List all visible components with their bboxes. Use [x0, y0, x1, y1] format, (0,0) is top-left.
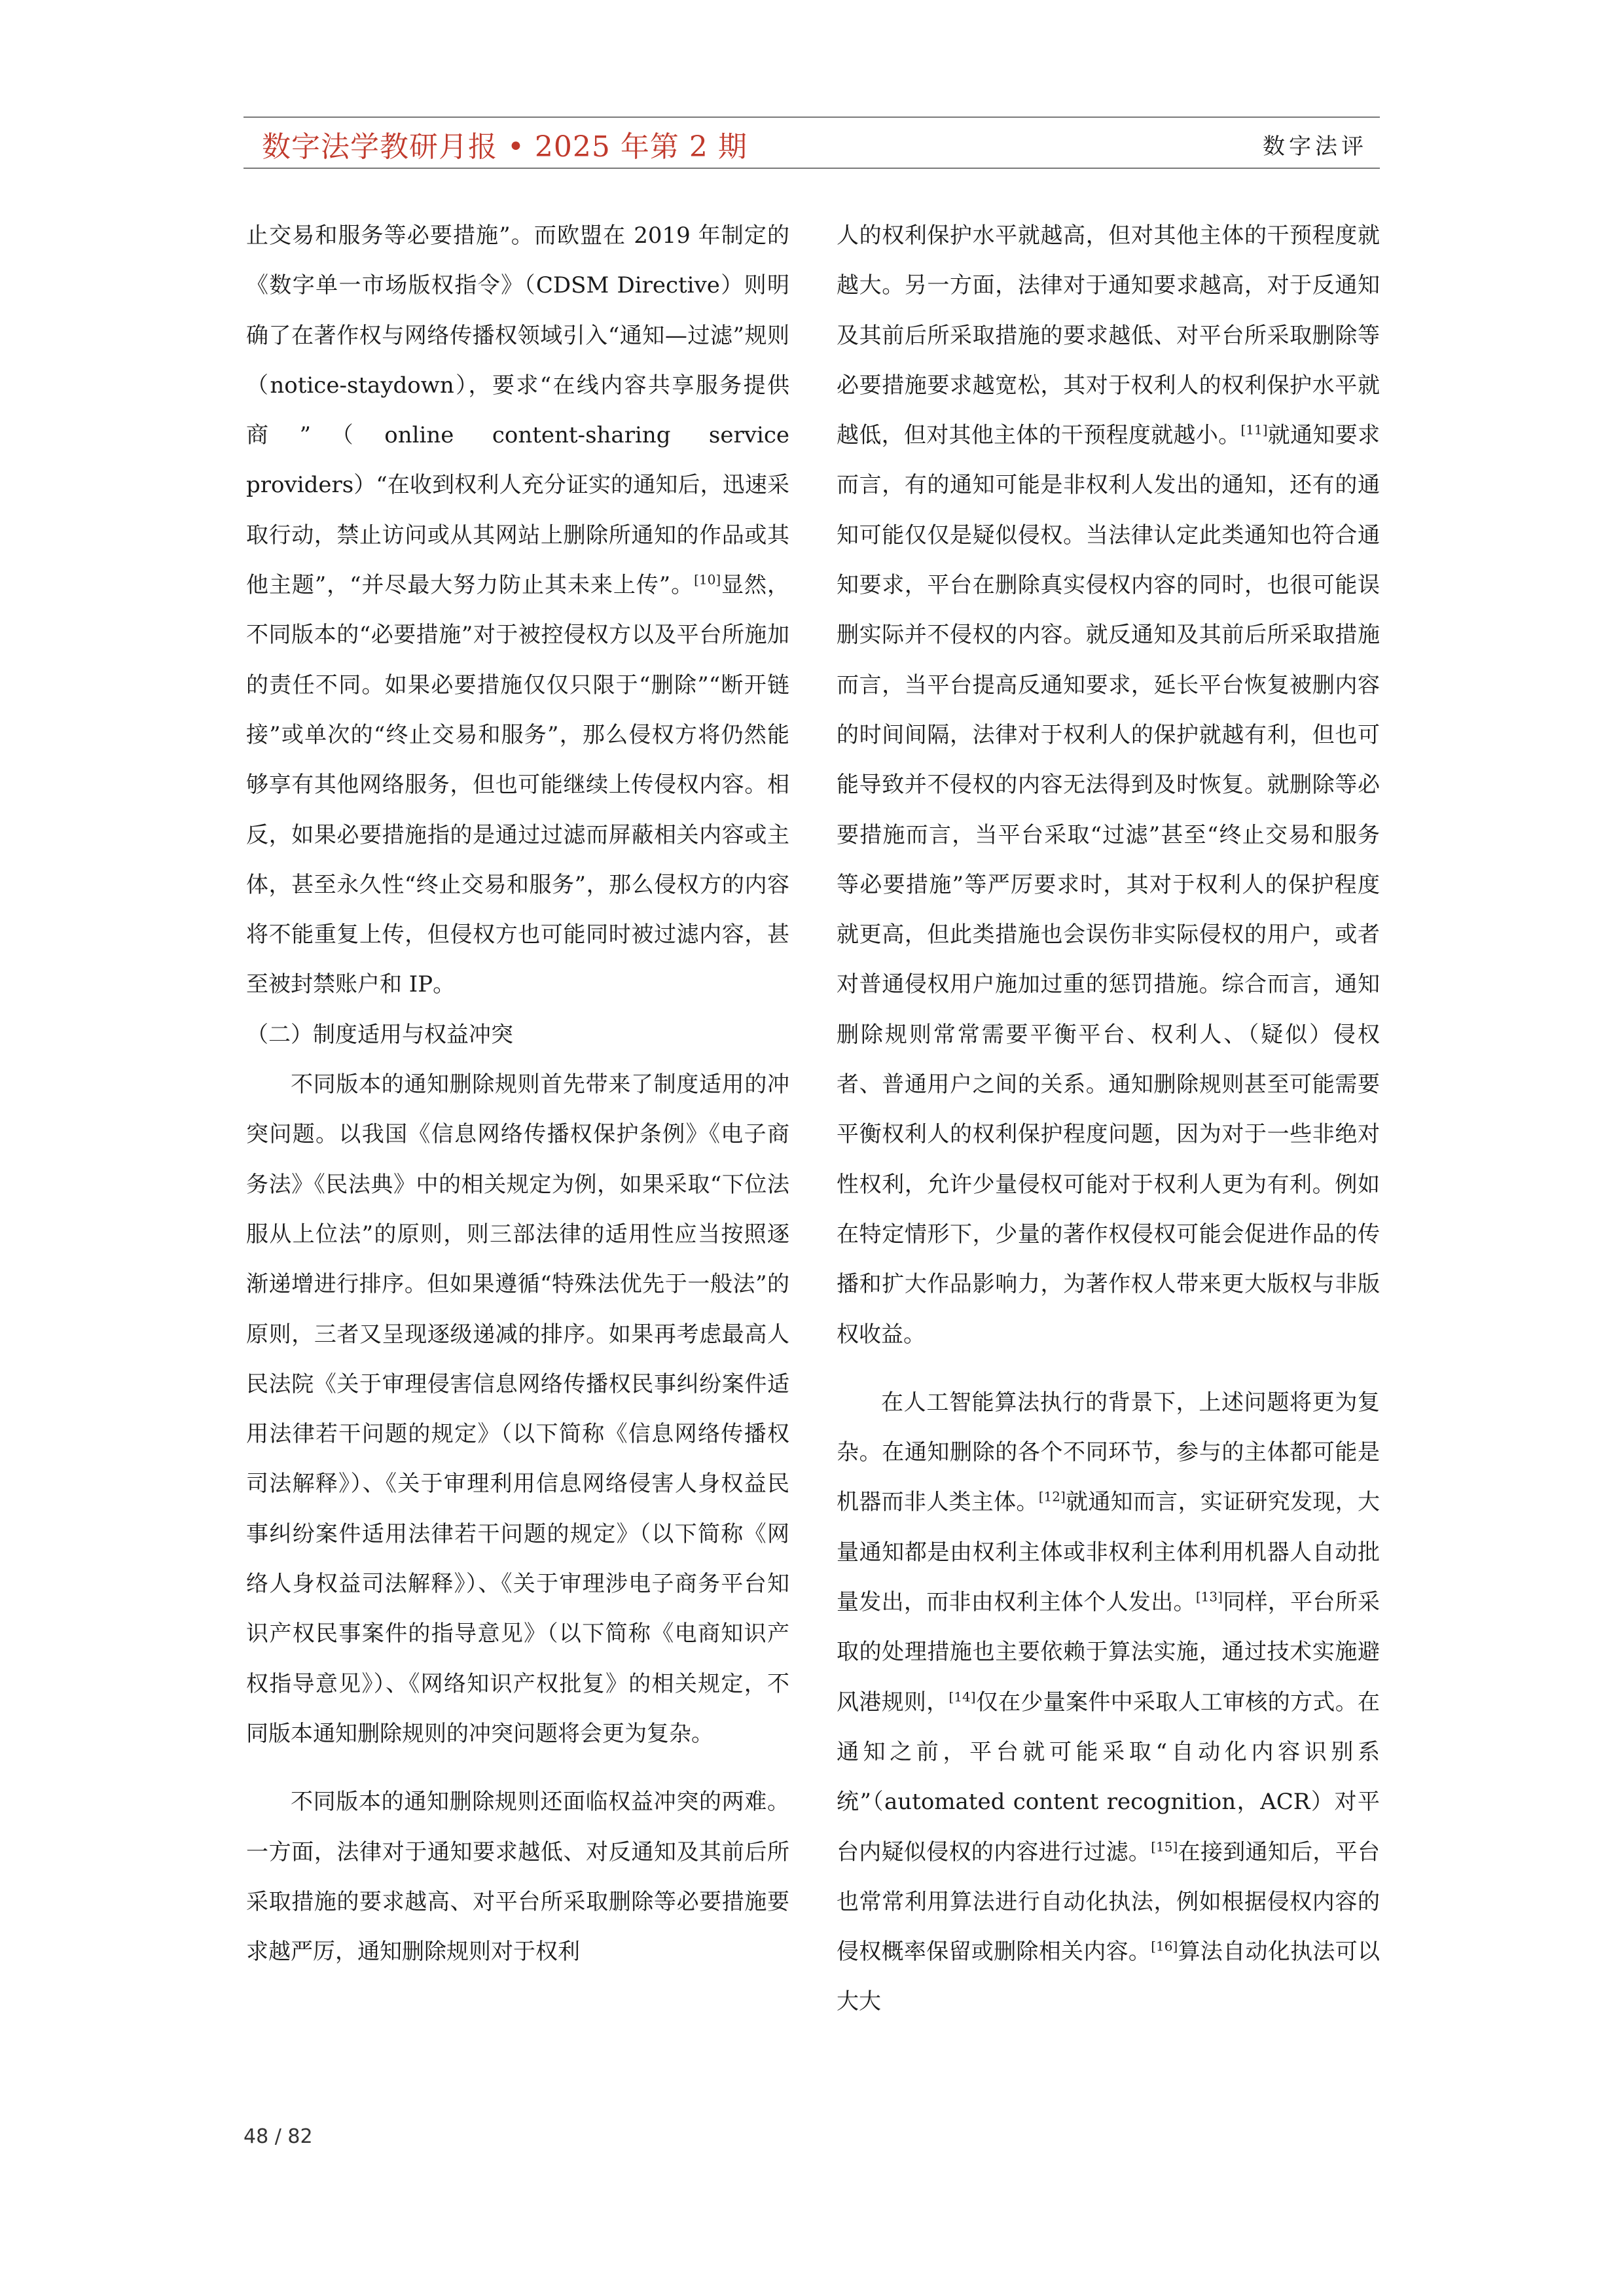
header-top-rule [244, 117, 1380, 118]
paragraph: 在人工智能算法执行的背景下，上述问题将更为复杂。在通知删除的各个不同环节，参与的主体都可能是机器而非人类主体。[12]就通知而言，实证研究发现，大量通知都是由权利主体或非权利主体利用机器人自动批量发出，而非由权利主体个人发出。[13]同样，平台所采取的处理措施也主要依赖于算法实施，通过技术实施避风港规则，[14]仅在少量案件中采取人工审核的方式。在通知之前，平台就可能采取“自动化内容识别系统”（automated content recognition，ACR）对平台内疑似侵权的内容进行过滤。[15]在接到通知后，平台也常常利用算法进行自动化执法，例如根据侵权内容的侵权概率保留或删除相关内容。[16]算法自动化执法可以大大 [837, 1389, 1380, 2015]
citation-ref: [15] [1151, 1839, 1178, 1855]
section-heading: （二）制度适用与权益冲突 [246, 1021, 513, 1048]
journal-title: 数字法学教研月报 • 2025 年第 2 期 [262, 130, 748, 164]
right-column [837, 211, 1380, 2027]
citation-ref: [10] [694, 571, 721, 588]
paragraph: 止交易和服务等必要措施”。而欧盟在 2019 年制定的《数字单一市场版权指令》（CDSM Directive）则明确了在著作权与网络传播权领域引入“通知—过滤”规则（notice-staydown），要求“在线内容共享服务提供商”（online content-sharing service providers）“在收到权利人充分证实的通知后，迅速采取行动，禁止访问或从其网站上删除所通知的作品或其他主题”，“并尽最大努力防止其未来上传”。[10]显然，不同版本的“必要措施”对于被控侵权方以及平台所施加的责任不同。如果必要措施仅仅只限于“删除”“断开链接”或单次的“终止交易和服务”，那么侵权方将仍然能够享有其他网络服务，但也可能继续上传侵权内容。相反，如果必要措施指的是通过过滤而屏蔽相关内容或主体，甚至永久性“终止交易和服务”，那么侵权方的内容将不能重复上传，但侵权方也可能同时被过滤内容，甚至被封禁账户和 IP。 [246, 223, 789, 998]
paragraph: 不同版本的通知删除规则还面临权益冲突的两难。一方面，法律对于通知要求越低、对反通知及其前后所采取措施的要求越高、对平台所采取删除等必要措施要求越严厉，通知删除规则对于权利 [246, 1789, 789, 1965]
section-name: 数字法评 [1263, 134, 1367, 160]
citation-ref: [16] [1151, 1938, 1178, 1954]
citation-ref: [12] [1038, 1489, 1066, 1505]
paragraph: 人的权利保护水平就越高，但对其他主体的干预程度就越大。另一方面，法律对于通知要求越高，对于反通知及其前后所采取措施的要求越低、对平台所采取删除等必要措施要求越宽松，其对于权利人的权利保护水平就越低，但对其他主体的干预程度就越小。[11]就通知要求而言，有的通知可能是非权利人发出的通知，还有的通知可能仅仅是疑似侵权。当法律认定此类通知也符合通知要求，平台在删除真实侵权内容的同时，也很可能误删实际并不侵权的内容。就反通知及其前后所采取措施而言，当平台提高反通知要求，延长平台恢复被删内容的时间间隔，法律对于权利人的保护就越有利，但也可能导致并不侵权的内容无法得到及时恢复。就删除等必要措施而言，当平台采取“过滤”甚至“终止交易和服务等必要措施”等严厉要求时，其对于权利人的保护程度就更高，但此类措施也会误伤非实际侵权的用户，或者对普通侵权用户施加过重的惩罚措施。综合而言，通知删除规则常常需要平衡平台、权利人、（疑似）侵权者、普通用户之间的关系。通知删除规则甚至可能需要平衡权利人的权利保护程度问题，因为对于一些非绝对性权利，允许少量侵权可能对于权利人更为有利。例如在特定情形下，少量的著作权侵权可能会促进作品的传播和扩大作品影响力，为著作权人带来更大版权与非版权收益。 [837, 223, 1380, 1348]
page-number: 48 / 82 [244, 2125, 313, 2148]
citation-ref: [13] [1195, 1588, 1223, 1605]
header-bottom-rule [244, 168, 1380, 169]
paragraph: 不同版本的通知删除规则首先带来了制度适用的冲突问题。以我国《信息网络传播权保护条例》《电子商务法》《民法典》中的相关规定为例，如果采取“下位法服从上位法”的原则，则三部法律的适用性应当按照逐渐递增进行排序。但如果遵循“特殊法优先于一般法”的原则，三者又呈现逐级递减的排序。如果再考虑最高人民法院《关于审理侵害信息网络传播权民事纠纷案件适用法律若干问题的规定》（以下简称《信息网络传播权司法解释》）、《关于审理利用信息网络侵害人身权益民事纠纷案件适用法律若干问题的规定》（以下简称《网络人身权益司法解释》）、《关于审理涉电子商务平台知识产权民事案件的指导意见》（以下简称《电商知识产权指导意见》）、《网络知识产权批复》的相关规定，不同版本通知删除规则的冲突问题将会更为复杂。 [246, 1071, 789, 1747]
left-column [246, 211, 789, 1977]
citation-ref: [14] [948, 1689, 976, 1705]
citation-ref: [11] [1240, 422, 1268, 438]
